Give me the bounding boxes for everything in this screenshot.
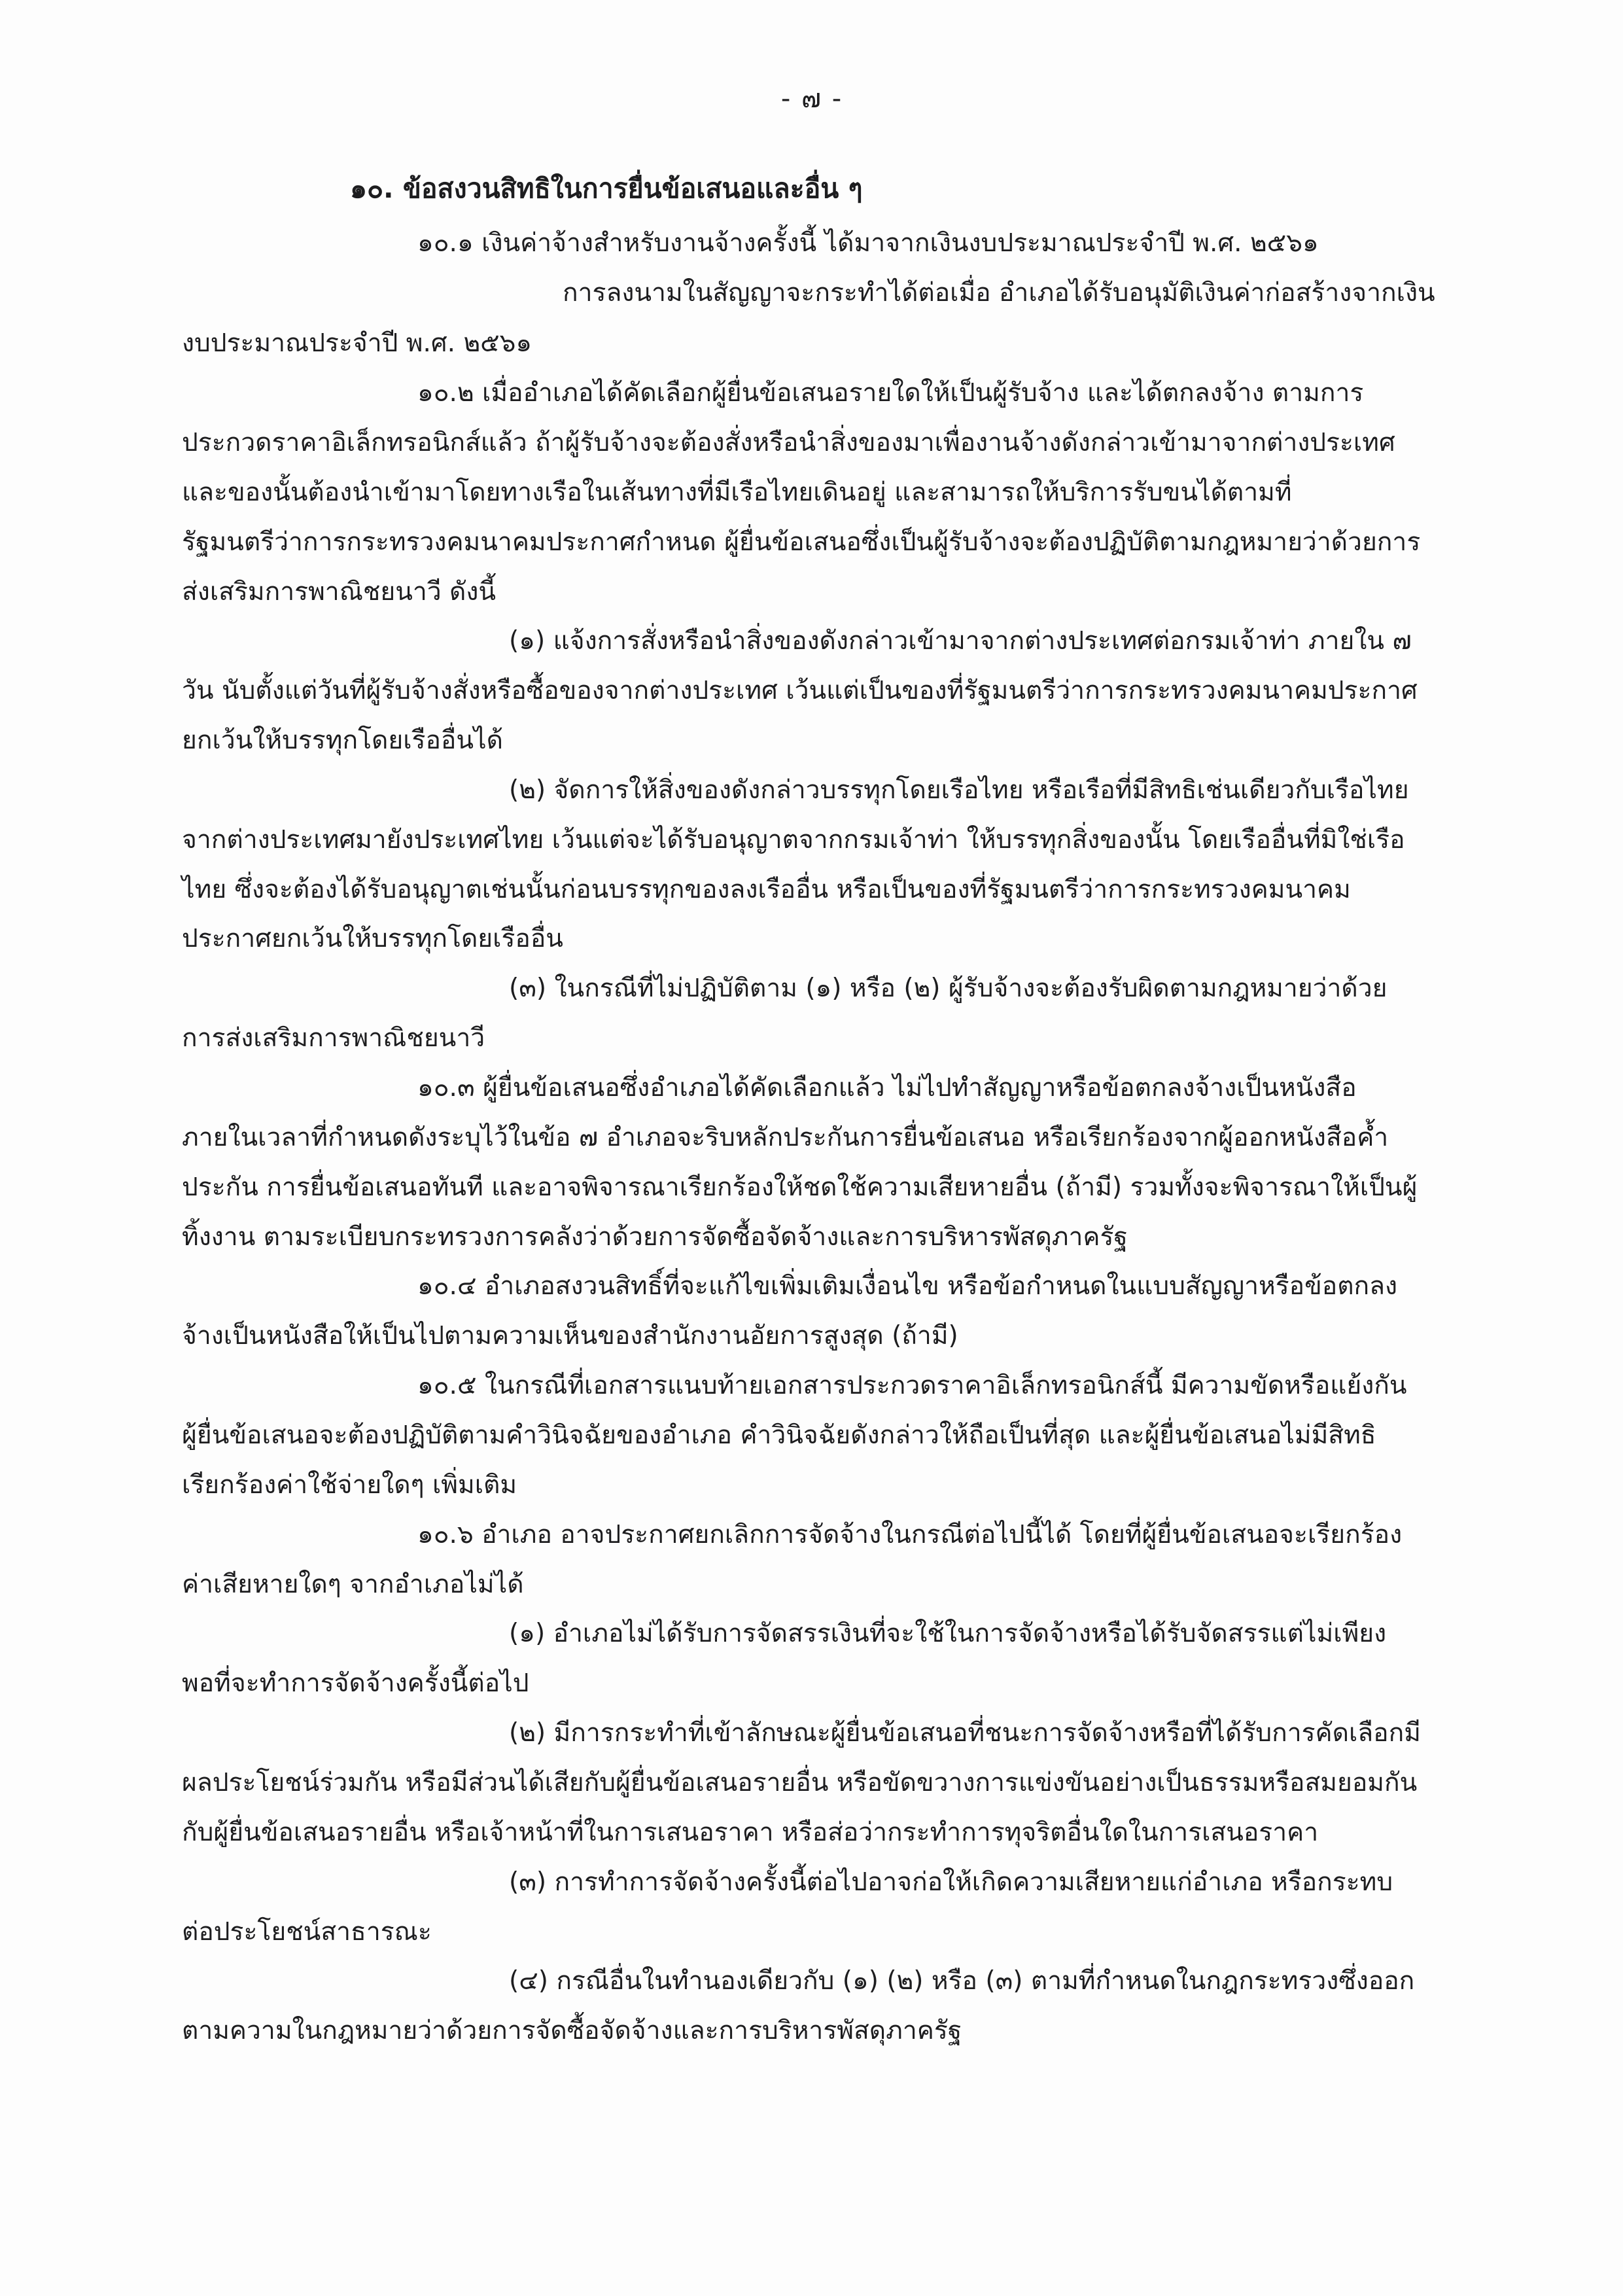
section-heading: ๑๐. ข้อสงวนสิทธิในการยื่นข้อเสนอและอื่น ๆ xyxy=(350,173,863,204)
paragraph-line: งบประมาณประจำปี พ.ศ. ๒๕๖๑ xyxy=(182,328,532,358)
paragraph-line: ๑๐.๓ ผู้ยื่นข้อเสนอซึ่งอำเภอได้คัดเลือกแล้ว ไม่ไปทำสัญญาหรือข้อตกลงจ้างเป็นหนังสือ xyxy=(417,1073,1357,1103)
paragraph-line: ต่อประโยชน์สาธารณะ xyxy=(182,1917,432,1947)
paragraph-line: รัฐมนตรีว่าการกระทรวงคมนาคมประกาศกำหนด ผู้ยื่นข้อเสนอซึ่งเป็นผู้รับจ้างจะต้องปฏิบัติตามกฎหมายว่าด้วยการ xyxy=(182,527,1421,557)
paragraph-line: ค่าเสียหายใดๆ จากอำเภอไม่ได้ xyxy=(182,1570,524,1599)
paragraph-line: จากต่างประเทศมายังประเทศไทย เว้นแต่จะได้รับอนุญาตจากกรมเจ้าท่า ให้บรรทุกสิ่งของนั้น โดยเรืออื่นที่มิใช่เรือ xyxy=(182,825,1405,855)
paragraph-line: กับผู้ยื่นข้อเสนอรายอื่น หรือเจ้าหน้าที่ในการเสนอราคา หรือส่อว่ากระทำการทุจริตอื่นใดในการเสนอราคา xyxy=(182,1818,1319,1847)
paragraph-line: ผู้ยื่นข้อเสนอจะต้องปฏิบัติตามคำวินิจฉัยของอำเภอ คำวินิจฉัยดังกล่าวให้ถือเป็นที่สุด และผู้ยื่นข้อเสนอไม่มีสิทธิ xyxy=(182,1421,1376,1450)
paragraph-line: (๔) กรณีอื่นในทำนองเดียวกับ (๑) (๒) หรือ (๓) ตามที่กำหนดในกฎกระทรวงซึ่งออก xyxy=(509,1966,1415,1996)
paragraph-line: ทิ้งงาน ตามระเบียบกระทรวงการคลังว่าด้วยการจัดซื้อจัดจ้างและการบริหารพัสดุภาครัฐ xyxy=(182,1222,1128,1252)
paragraph-line: วัน นับตั้งแต่วันที่ผู้รับจ้างสั่งหรือซื้อของจากต่างประเทศ เว้นแต่เป็นของที่รัฐมนตรีว่าการกระทรวงคมนาคมประกาศ xyxy=(182,676,1418,705)
paragraph-line: จ้างเป็นหนังสือให้เป็นไปตามความเห็นของสำนักงานอัยการสูงสุด (ถ้ามี) xyxy=(182,1321,958,1351)
paragraph-line: ๑๐.๖ อำเภอ อาจประกาศยกเลิกการจัดจ้างในกรณีต่อไปนี้ได้ โดยที่ผู้ยื่นข้อเสนอจะเรียกร้อง xyxy=(417,1520,1403,1549)
paragraph-line: (๒) มีการกระทำที่เข้าลักษณะผู้ยื่นข้อเสนอที่ชนะการจัดจ้างหรือที่ได้รับการคัดเลือกมี xyxy=(509,1718,1421,1748)
paragraph-line: ประกาศยกเว้นให้บรรทุกโดยเรืออื่น xyxy=(182,924,563,953)
paragraph-line: ๑๐.๕ ในกรณีที่เอกสารแนบท้ายเอกสารประกวดราคาอิเล็กทรอนิกส์นี้ มีความขัดหรือแย้งกัน xyxy=(417,1371,1407,1400)
paragraph-line: ไทย ซึ่งจะต้องได้รับอนุญาตเช่นนั้นก่อนบรรทุกของลงเรืออื่น หรือเป็นของที่รัฐมนตรีว่าการกระทรวงคมนาคม xyxy=(182,875,1351,904)
paragraph-line: ประกวดราคาอิเล็กทรอนิกส์แล้ว ถ้าผู้รับจ้างจะต้องสั่งหรือนำสิ่งของมาเพื่องานจ้างดังกล่าวเข้ามาจากต่างประเทศ xyxy=(182,428,1395,457)
paragraph-line: ๑๐.๑ เงินค่าจ้างสำหรับงานจ้างครั้งนี้ ได้มาจากเงินงบประมาณประจำปี พ.ศ. ๒๕๖๑ xyxy=(417,228,1319,258)
paragraph-line: ภายในเวลาที่กำหนดดังระบุไว้ในข้อ ๗ อำเภอจะริบหลักประกันการยื่นข้อเสนอ หรือเรียกร้องจากผู้ออกหนังสือค้ำ xyxy=(182,1123,1389,1152)
paragraph-line: เรียกร้องค่าใช้จ่ายใดๆ เพิ่มเติม xyxy=(182,1470,517,1500)
paragraph-line: ตามความในกฎหมายว่าด้วยการจัดซื้อจัดจ้างและการบริหารพัสดุภาครัฐ xyxy=(182,2016,962,2045)
paragraph-line: ยกเว้นให้บรรทุกโดยเรืออื่นได้ xyxy=(182,726,503,755)
paragraph-line: (๑) แจ้งการสั่งหรือนำสิ่งของดังกล่าวเข้ามาจากต่างประเทศต่อกรมเจ้าท่า ภายใน ๗ xyxy=(509,626,1412,656)
paragraph-line: (๑) อำเภอไม่ได้รับการจัดสรรเงินที่จะใช้ในการจัดจ้างหรือได้รับจัดสรรแต่ไม่เพียง xyxy=(509,1619,1387,1648)
paragraph-line: ส่งเสริมการพาณิชยนาวี ดังนี้ xyxy=(182,577,497,607)
paragraph-line: และของนั้นต้องนำเข้ามาโดยทางเรือในเส้นทางที่มีเรือไทยเดินอยู่ และสามารถให้บริการรับขนได้ตามที่ xyxy=(182,478,1292,507)
paragraph-line: พอที่จะทำการจัดจ้างครั้งนี้ต่อไป xyxy=(182,1669,529,1698)
paragraph-line: ผลประโยชน์ร่วมกัน หรือมีส่วนได้เสียกับผู้ยื่นข้อเสนอรายอื่น หรือขัดขวางการแข่งขันอย่างเป็นธรรมหรือสมยอมกัน xyxy=(182,1768,1418,1797)
paragraph-line: (๓) ในกรณีที่ไม่ปฏิบัติตาม (๑) หรือ (๒) ผู้รับจ้างจะต้องรับผิดตามกฎหมายว่าด้วย xyxy=(509,974,1387,1003)
paragraph-line: ๑๐.๒ เมื่ออำเภอได้คัดเลือกผู้ยื่นข้อเสนอรายใดให้เป็นผู้รับจ้าง และได้ตกลงจ้าง ตามการ xyxy=(417,378,1364,408)
paragraph-line: การลงนามในสัญญาจะกระทำได้ต่อเมื่อ อำเภอได้รับอนุมัติเงินค่าก่อสร้างจากเงิน xyxy=(563,278,1435,308)
page-number: - ๗ - xyxy=(780,84,843,114)
paragraph-line: (๒) จัดการให้สิ่งของดังกล่าวบรรทุกโดยเรือไทย หรือเรือที่มีสิทธิเช่นเดียวกับเรือไทย xyxy=(509,775,1409,805)
paragraph-line: ประกัน การยื่นข้อเสนอทันที และอาจพิจารณาเรียกร้องให้ชดใช้ความเสียหายอื่น (ถ้ามี) รวมทั้งจะพิจารณาให้เป็นผู้ xyxy=(182,1173,1418,1202)
paragraph-line: ๑๐.๔ อำเภอสงวนสิทธิ์ที่จะแก้ไขเพิ่มเติมเงื่อนไข หรือข้อกำหนดในแบบสัญญาหรือข้อตกลง xyxy=(417,1271,1398,1301)
paragraph-line: (๓) การทำการจัดจ้างครั้งนี้ต่อไปอาจก่อให้เกิดความเสียหายแก่อำเภอ หรือกระทบ xyxy=(509,1867,1393,1897)
paragraph-line: การส่งเสริมการพาณิชยนาวี xyxy=(182,1023,485,1053)
